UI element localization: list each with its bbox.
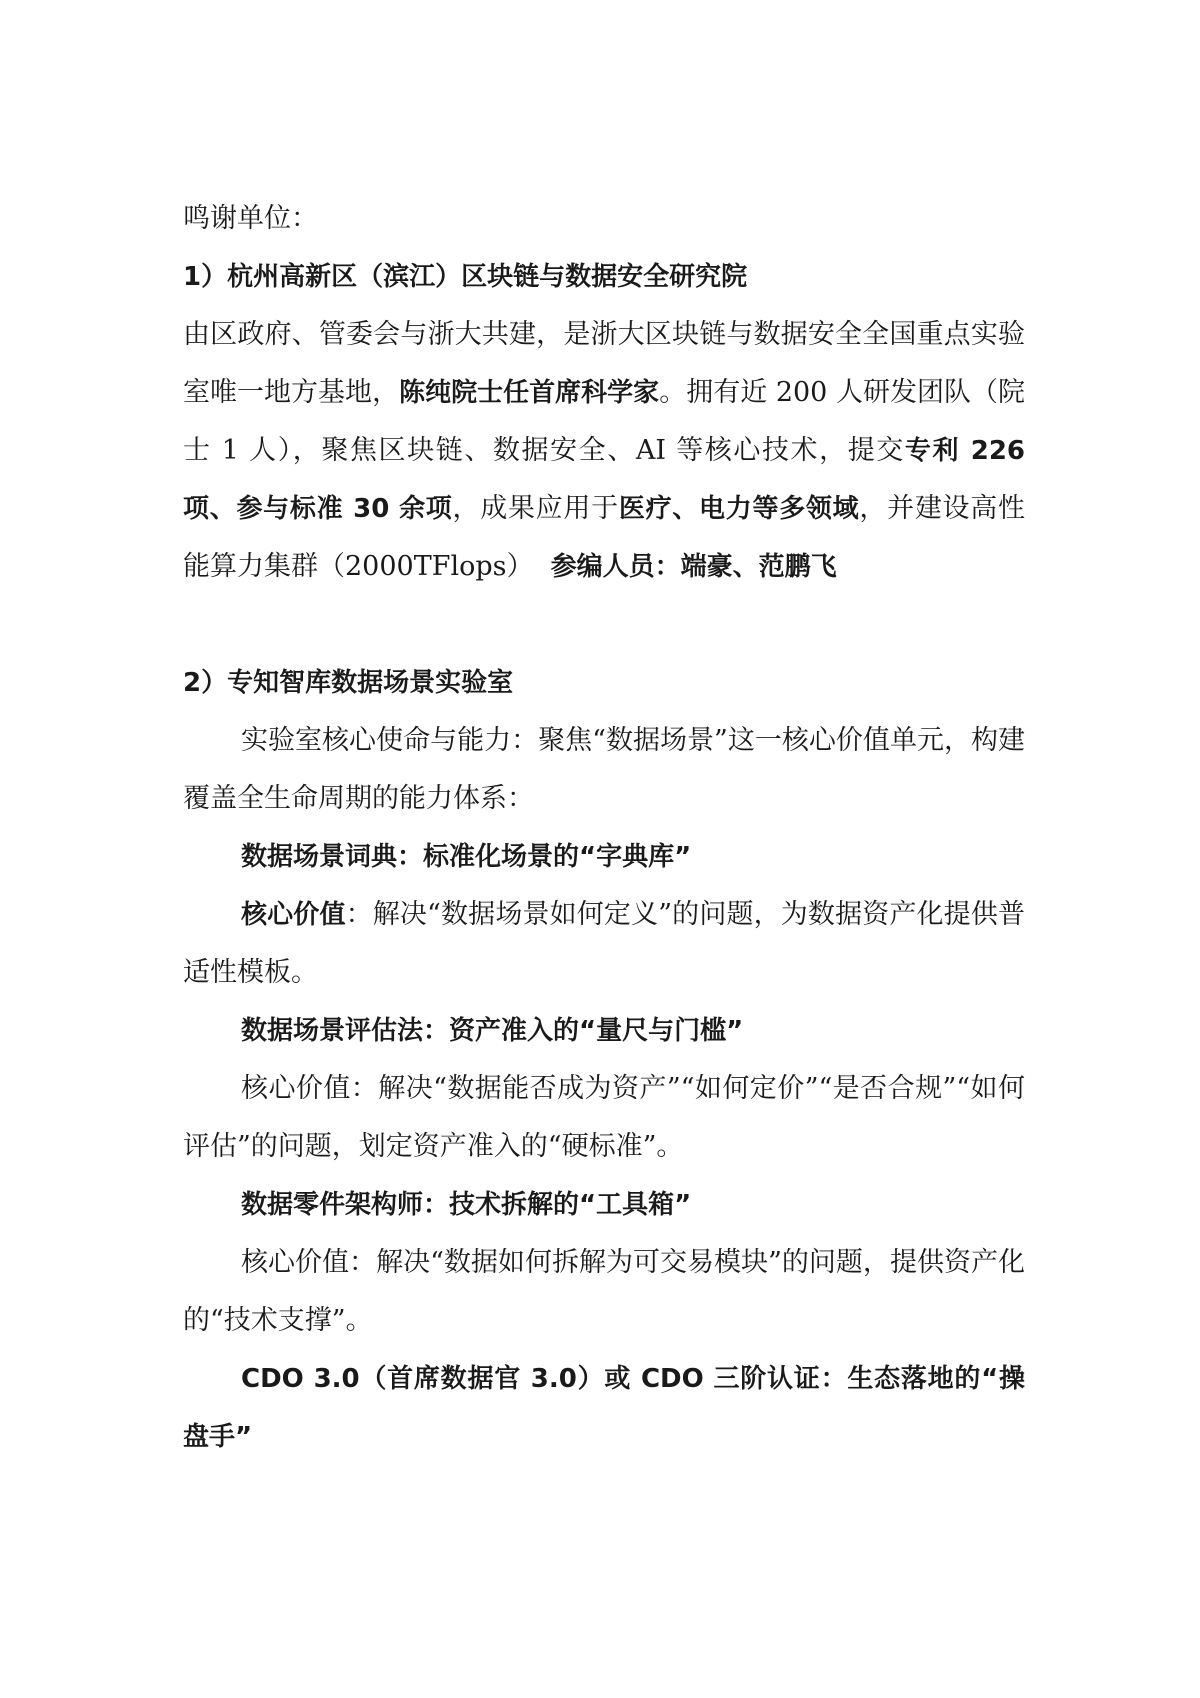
org1-text-2: 。拥有近 200 人研发团队（院士 1 人），聚焦区块链、数据安全、AI 等核心技术，提交 <box>183 377 1025 466</box>
item3-title-text: 数据零件架构师：技术拆解的“工具箱” <box>241 1190 692 1220</box>
org1-description <box>183 306 1025 596</box>
item3-title <box>183 1176 1025 1234</box>
org2-title <box>183 654 1025 712</box>
item4-title <box>183 1350 1025 1466</box>
acknowledgement-heading: 鸣谢单位： <box>183 203 318 234</box>
org2-intro: 实验室核心使命与能力：聚焦“数据场景”这一核心价值单元，构建覆盖全生命周期的能力体系： <box>183 725 1025 814</box>
item1-title-text: 数据场景词典：标准化场景的“字典库” <box>241 842 692 872</box>
org1-fields: 医疗、电力等多领域 <box>618 494 860 524</box>
item3-description: 核心价值：解决“数据如何拆解为可交易模块”的问题，提供资产化的“技术支撑”。 <box>183 1247 1025 1336</box>
item1-description <box>183 886 1025 1002</box>
org1-title-text: 1）杭州高新区（滨江）区块链与数据安全研究院 <box>183 262 748 292</box>
item1-label: 核心价值 <box>241 900 346 930</box>
item2-description: 核心价值：解决“数据能否成为资产”“如何定价”“是否合规”“如何评估”的问题，划定资产准入的“硬标准”。 <box>183 1073 1025 1162</box>
org1-chief-scientist: 陈纯院士任首席科学家 <box>399 378 660 408</box>
org1-contributors: 参编人员：端豪、范鹏飞 <box>550 552 837 582</box>
org2-title-text: 2）专知智库数据场景实验室 <box>183 668 514 698</box>
org1-text-3: ，成果应用于 <box>452 493 619 524</box>
document-page <box>183 190 1025 1466</box>
item2-title-text: 数据场景评估法：资产准入的“量尺与门槛” <box>241 1016 744 1046</box>
section-spacer <box>183 596 1025 654</box>
org1-title <box>183 248 1025 306</box>
org1-text-4: ，并建设高性能算力集群（2000TFlops） <box>183 493 1025 582</box>
item1-text: ：解决“数据场景如何定义”的问题，为数据资产化提供普适性模板。 <box>183 899 1025 988</box>
org1-text-1: 由区政府、管委会与浙大共建，是浙大区块链与数据安全全国重点实验室唯一地方基地， <box>183 319 1025 408</box>
item2-title <box>183 1002 1025 1060</box>
item1-title <box>183 828 1025 886</box>
org1-patents: 专利 226 项、参与标准 30 余项 <box>183 436 1025 524</box>
item4-title-text: CDO 3.0（首席数据官 3.0）或 CDO 三阶认证：生态落地的“操盘手” <box>183 1364 1025 1452</box>
